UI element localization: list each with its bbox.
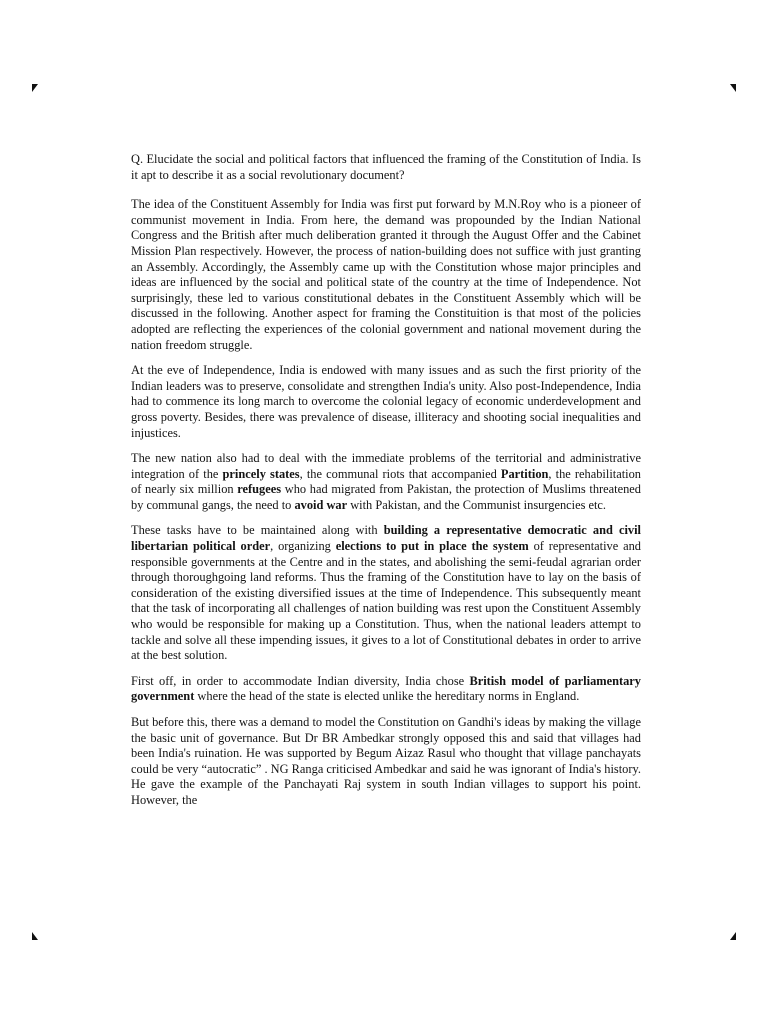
bold-term: building a representative democratic and civil libertarian political order bbox=[131, 523, 641, 554]
bold-term: elections to put in place the system bbox=[335, 539, 529, 554]
text-run: , the communal riots that accompanied bbox=[299, 466, 501, 481]
bold-term: princely states bbox=[222, 466, 300, 481]
paragraph-5 bbox=[131, 674, 641, 705]
text-run: where the head of the state is elected unlike the hereditary norms in England. bbox=[194, 689, 580, 704]
text-run: who had migrated from Pakistan, the protection of Muslims threatened by communal gangs, the need to bbox=[131, 482, 641, 512]
corner-mark-bottom-left bbox=[32, 932, 38, 940]
paragraph-6: But before this, there was a demand to model the Constitution on Gandhi's ideas by making the village the basic unit of governance. But Dr BR Ambedkar strongly opposed this and said that villages had been India's ruination. He was supported by Begum Aizaz Rasul who thought that village panchayats could be very “autocratic” . NG Ranga criticised Ambedkar and said he was ignorant of India's history. He gave the example of the Panchayati Raj system in south Indian villages to support his point. However, the bbox=[131, 715, 641, 807]
corner-mark-bottom-right bbox=[730, 932, 736, 940]
bold-term: refugees bbox=[237, 482, 282, 497]
corner-mark-top-left bbox=[32, 84, 38, 92]
bold-term: Partition bbox=[500, 466, 549, 481]
document-body bbox=[131, 152, 641, 819]
paragraph-2: At the eve of Independence, India is endowed with many issues and as such the first priority of the Indian leaders was to preserve, consolidate and strengthen India's unity. Also post-Independence, India had to commence its long march to overcome the colonial legacy of economic underdevelopment and gross poverty. Besides, there was prevalence of disease, illiteracy and shooting social inequalities and injustices. bbox=[131, 363, 641, 440]
text-run: First off, in order to accommodate Indian diversity, India chose bbox=[131, 673, 470, 688]
text-run: , organizing bbox=[270, 539, 336, 554]
bold-term: avoid war bbox=[294, 497, 348, 512]
text-run: The new nation also had to deal with the immediate problems of the territorial and administrative integration of the bbox=[131, 451, 641, 481]
paragraph-1: The idea of the Constituent Assembly for India was first put forward by M.N.Roy who is a pioneer of communist movement in India. From here, the demand was propounded by the Indian National Congress and the British after much deliberation granted it through the August Offer and the Cabinet Mission Plan respectively. However, the process of nation-building does not suffice with just granting an Assembly. Accordingly, the Assembly came up with the Constitution whose major principles and ideas are influenced by the social and political state of the country at the time of Independence. Not surprisingly, these led to various constitutional debates in the Constituent Assembly which will be discussed in the following. Another aspect for framing the Constituition is that most of the policies adopted are reflecting the experiences of the colonial government and national movement during the nation freedom struggle. bbox=[131, 197, 641, 352]
corner-mark-top-right bbox=[730, 84, 736, 92]
text-run: These tasks have to be maintained along with bbox=[131, 523, 384, 538]
text-run: with Pakistan, and the Communist insurgencies etc. bbox=[347, 497, 607, 512]
paragraph-3 bbox=[131, 451, 641, 513]
paragraph-4 bbox=[131, 523, 641, 663]
bold-term: British model of parliamentary government bbox=[131, 673, 641, 704]
text-run: of representative and responsible governments at the Centre and in the states, and abolishing the semi-feudal agrarian order through thoroughgoing land reforms. Thus the framing of the Constitution have to lay on the basis of consideration of the existing diversified issues at the time of Independence. This subsequently meant that the task of incorporating all challenges of nation building was rest upon the Constituent Assembly who would be responsible for making up a Constitution. Thus, when the national leaders attempt to tackle and solve all these impending issues, it gives to a lot of Constitutional debates in order to arrive at the best solution. bbox=[131, 539, 642, 663]
question-paragraph: Q. Elucidate the social and political factors that influenced the framing of the Constitution of India. Is it apt to describe it as a social revolutionary document? bbox=[131, 152, 641, 182]
text-run: , the rehabilitation of nearly six million bbox=[131, 466, 641, 497]
